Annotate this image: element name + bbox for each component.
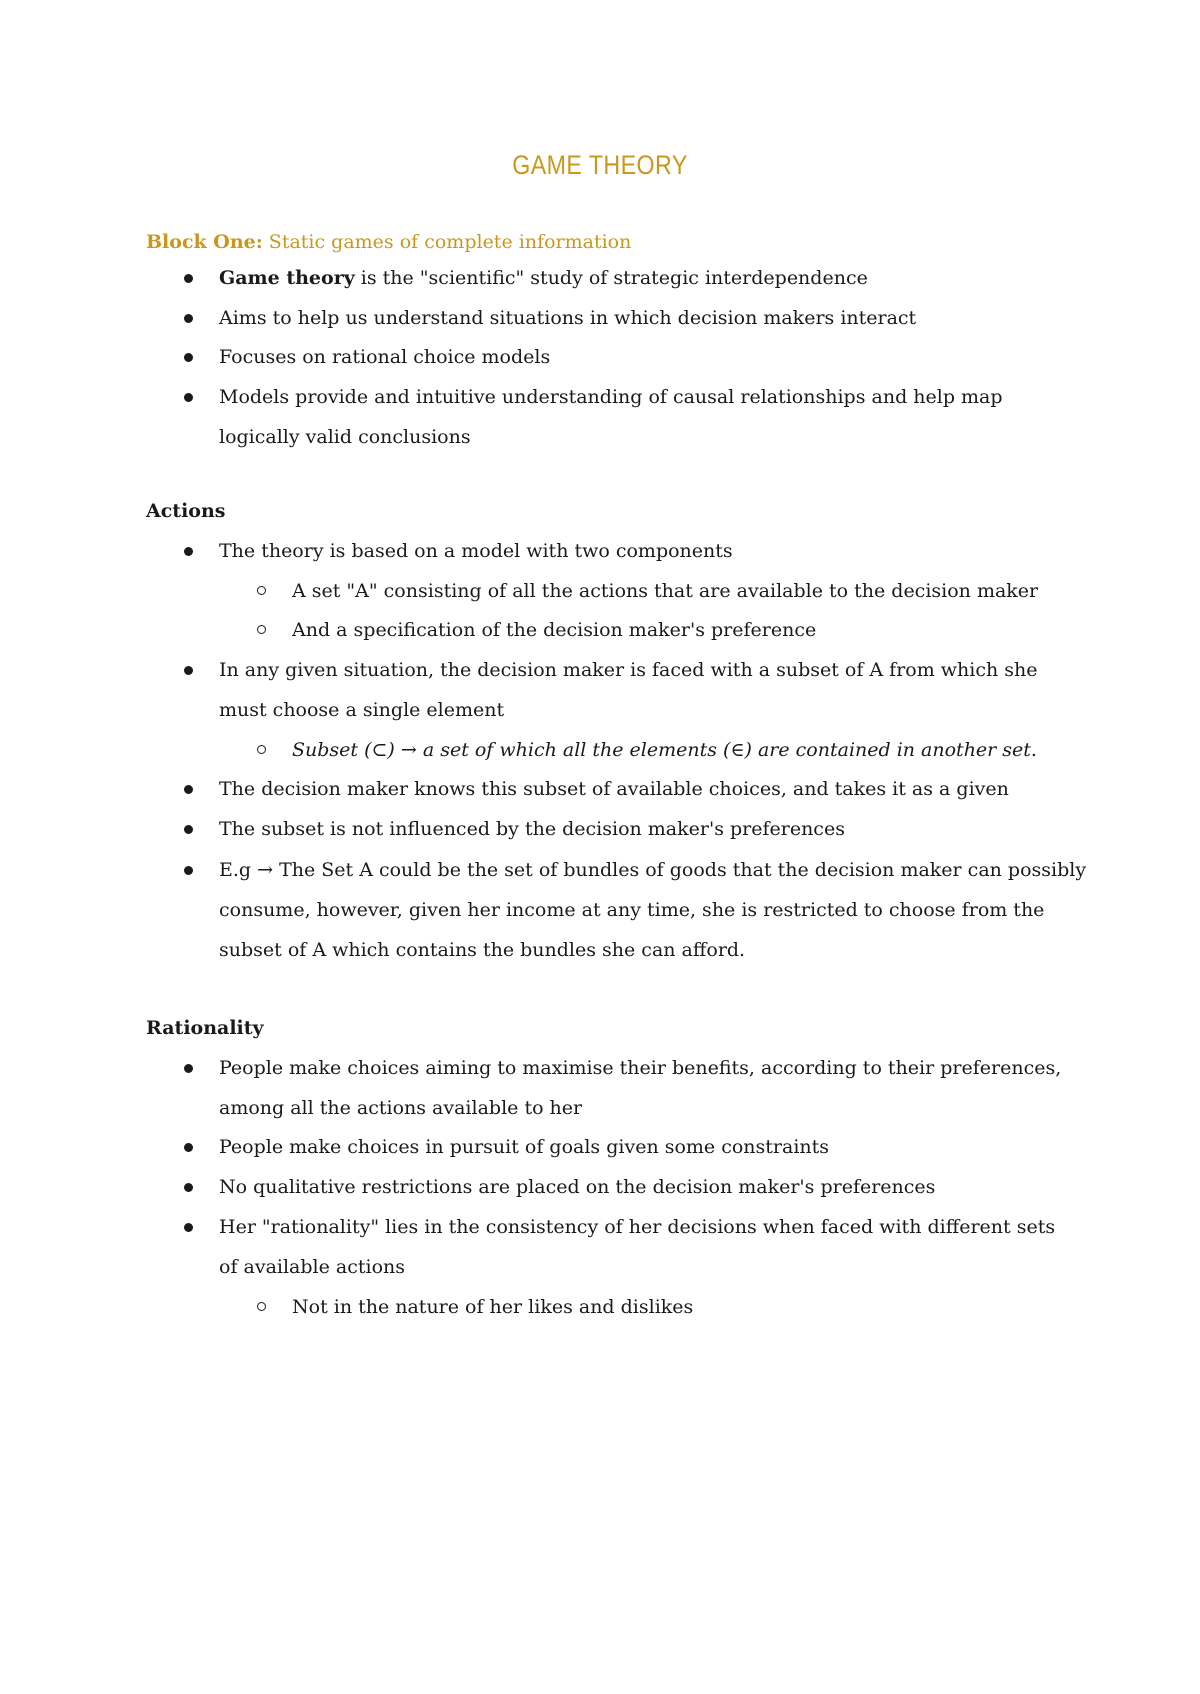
sub-bullet-icon — [257, 586, 266, 595]
intro-bullet-4-line-2: logically valid conclusions — [219, 426, 471, 448]
intro-bullet-3: Focuses on rational choice models — [219, 346, 551, 368]
bullet-icon — [184, 1064, 193, 1073]
rationality-bullet-4-line-1: Her "rationality" lies in the consistency of her decisions when faced with different sets — [219, 1216, 1056, 1238]
sub-bullet-icon — [257, 745, 266, 754]
bullet-icon — [184, 866, 193, 875]
block-subtitle: Static games of complete information — [262, 231, 632, 253]
rationality-bullet-1-line-1: People make choices aiming to maximise their benefits, according to their preferences, — [219, 1057, 1062, 1079]
actions-bullet-5-line-2: consume, however, given her income at any time, she is restricted to choose from the — [219, 899, 1045, 921]
bullet-icon — [184, 547, 193, 556]
intro-bullet-4-line-1: Models provide and intuitive understanding of causal relationships and help map — [219, 386, 1003, 408]
bullet-icon — [184, 274, 193, 283]
actions-bullet-2-line-2: must choose a single element — [219, 699, 505, 721]
intro-bullet-2: Aims to help us understand situations in which decision makers interact — [219, 307, 917, 329]
actions-bullet-5-line-1: E.g → The Set A could be the set of bundles of goods that the decision maker can possibly — [219, 859, 1087, 881]
block-heading — [146, 231, 631, 253]
rationality-bullet-3: No qualitative restrictions are placed on the decision maker's preferences — [219, 1176, 936, 1198]
section-heading-rationality: Rationality — [146, 1017, 264, 1039]
rationality-bullet-1-line-2: among all the actions available to her — [219, 1097, 583, 1119]
rationality-bullet-4-line-2: of available actions — [219, 1256, 406, 1278]
rationality-sub-1: Not in the nature of her likes and dislikes — [292, 1296, 694, 1318]
actions-sub-2: And a specification of the decision maker's preference — [292, 619, 817, 641]
intro-bullet-1 — [219, 266, 868, 290]
bullet-icon — [184, 1143, 193, 1152]
document-title: GAME THEORY — [512, 150, 688, 180]
block-label: Block One: — [146, 231, 263, 253]
bullet-icon — [184, 393, 193, 402]
bullet-icon — [184, 353, 193, 362]
rationality-bullet-2: People make choices in pursuit of goals given some constraints — [219, 1136, 830, 1158]
section-heading-actions: Actions — [146, 500, 226, 522]
bullet-icon — [184, 666, 193, 675]
sub-bullet-icon — [257, 1302, 266, 1311]
bullet-icon — [184, 314, 193, 323]
actions-bullet-2-line-1: In any given situation, the decision maker is faced with a subset of A from which she — [219, 659, 1038, 681]
actions-bullet-5-line-3: subset of A which contains the bundles she can afford. — [219, 939, 746, 961]
actions-bullet-1: The theory is based on a model with two components — [219, 540, 733, 562]
actions-bullet-3: The decision maker knows this subset of available choices, and takes it as a given — [219, 778, 1009, 800]
actions-sub-3-subset-definition: Subset (⊂) → a set of which all the elements (∈) are contained in another set. — [292, 739, 1037, 761]
bullet-icon — [184, 1183, 193, 1192]
bullet-icon — [184, 785, 193, 794]
game-theory-term: Game theory — [219, 267, 355, 289]
actions-bullet-4: The subset is not influenced by the decision maker's preferences — [219, 818, 845, 840]
actions-sub-1: A set "A" consisting of all the actions that are available to the decision maker — [292, 580, 1039, 602]
bullet-icon — [184, 1223, 193, 1232]
bullet-icon — [184, 825, 193, 834]
intro-bullet-1-text: is the "scientific" study of strategic interdependence — [354, 267, 868, 289]
sub-bullet-icon — [257, 625, 266, 634]
